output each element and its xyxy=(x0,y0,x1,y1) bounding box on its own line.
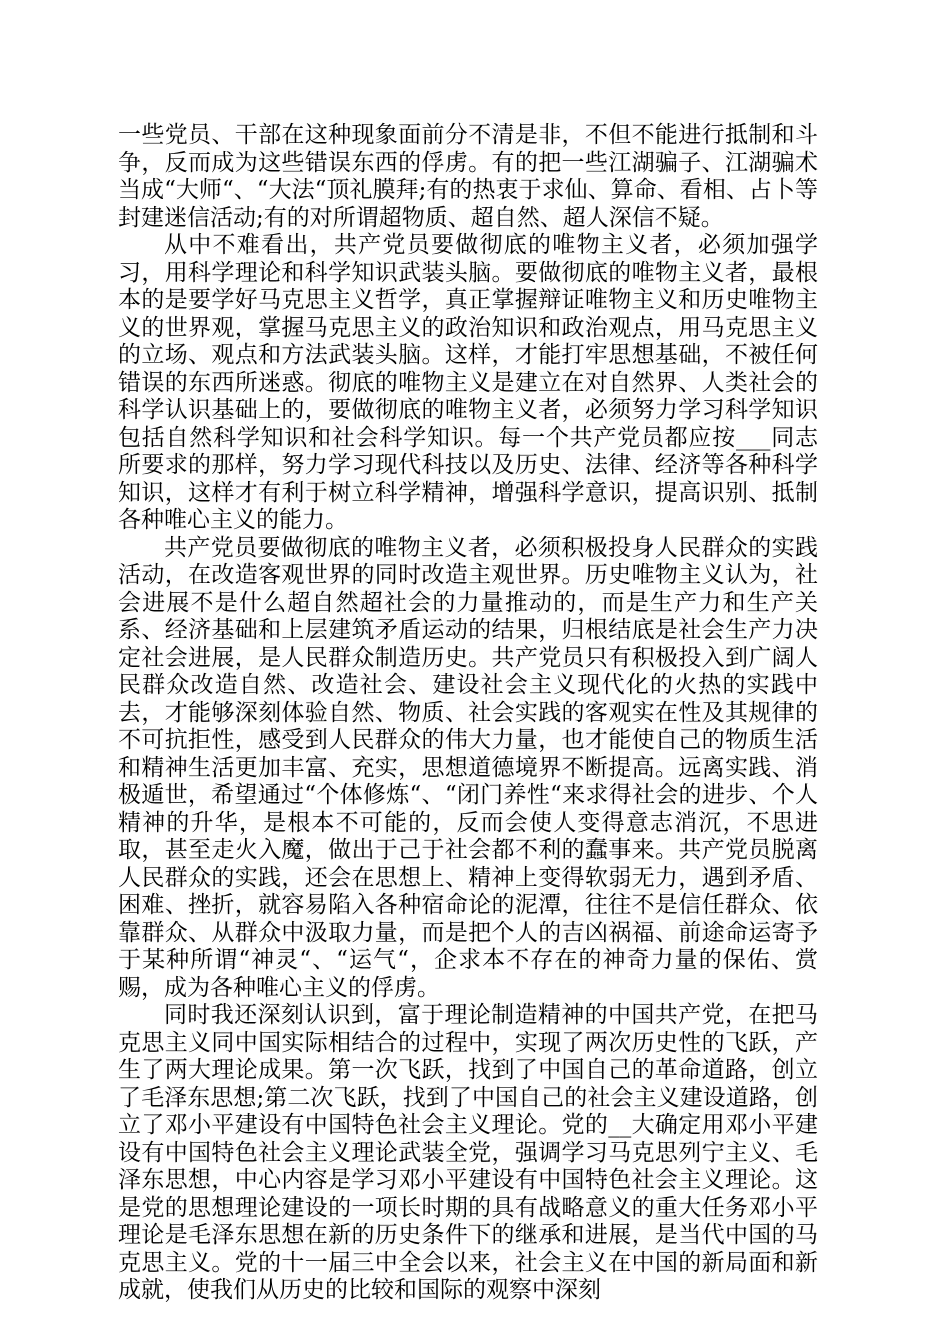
document-page xyxy=(118,122,818,1305)
paragraph-1: 一些党员、干部在这种现象面前分不清是非，不但不能进行抵制和斗争，反而成为这些错误东西的俘虏。有的把一些江湖骗子、江湖骗术当成“大师“、“大法“顶礼膜拜;有的热衷于求仙、算命、看相、占卜等封建迷信活动;有的对所谓超物质、超自然、超人深信不疑。 xyxy=(118,122,818,231)
paragraph-2: 从中不难看出，共产党员要做彻底的唯物主义者，必须加强学习，用科学理论和科学知识武装头脑。要做彻底的唯物主义者，最根本的是要学好马克思主义哲学，真正掌握辩证唯物主义和历史唯物主义的世界观，掌握马克思主义的政治知识和政治观点，用马克思主义的立场、观点和方法武装头脑。这样，才能打牢思想基础，不被任何错误的东西所迷惑。彻底的唯物主义是建立在对自然界、人类社会的科学认识基础上的，要做彻底的唯物主义者，必须努力学习科学知识包括自然科学知识和社会科学知识。每一个共产党员都应按___同志所要求的那样，努力学习现代科技以及历史、法律、经济等各种科学知识，这样才有利于树立科学精神，增强科学意识，提高识别、抵制各种唯心主义的能力。 xyxy=(118,232,818,533)
paragraph-4: 同时我还深刻认识到，富于理论制造精神的中国共产党，在把马克思主义同中国实际相结合的过程中，实现了两次历史性的飞跃，产生了两大理论成果。第一次飞跃，找到了中国自己的革命道路，创立了毛泽东思想;第二次飞跃，找到了中国自己的社会主义建设道路，创立了邓小平建设有中国特色社会主义理论。党的__大确定用邓小平建设有中国特色社会主义理论武装全党，强调学习马克思列宁主义、毛泽东思想，中心内容是学习邓小平建设有中国特色社会主义理论。这是党的思想理论建设的一项长时期的具有战略意义的重大任务邓小平理论是毛泽东思想在新的历史条件下的继承和进展，是当代中国的马克思主义。党的十一届三中全会以来，社会主义在中国的新局面和新成就，使我们从历史的比较和国际的观察中深刻 xyxy=(118,1002,818,1303)
paragraph-3: 共产党员要做彻底的唯物主义者，必须积极投身人民群众的实践活动，在改造客观世界的同时改造主观世界。历史唯物主义认为，社会进展不是什么超自然超社会的力量推动的，而是生产力和生产关系、经济基础和上层建筑矛盾运动的结果，归根结底是社会生产力决定社会进展，是人民群众制造历史。共产党员只有积极投入到广阔人民群众改造自然、改造社会、建设社会主义现代化的火热的实践中去，才能够深刻体验自然、物质、社会实践的客观实在性及其规律的不可抗拒性，感受到人民群众的伟大力量，也才能使自己的物质生活和精神生活更加丰富、充实，思想道德境界不断提高。远离实践、消极遁世，希望通过“个体修炼“、“闭门养性“来求得社会的进步、个人精神的升华，是根本不可能的，反而会使人变得意志消沉，不思进取，甚至走火入魔，做出于己于社会都不利的蠢事来。共产党员脱离人民群众的实践，还会在思想上、精神上变得软弱无力，遇到矛盾、困难、挫折，就容易陷入各种宿命论的泥潭，往往不是信任群众、依靠群众、从群众中汲取力量，而是把个人的吉凶祸福、前途命运寄予于某种所谓“神灵“、“运气“，企求本不存在的神奇力量的保佑、赏赐，成为各种唯心主义的俘虏。 xyxy=(118,534,818,1001)
